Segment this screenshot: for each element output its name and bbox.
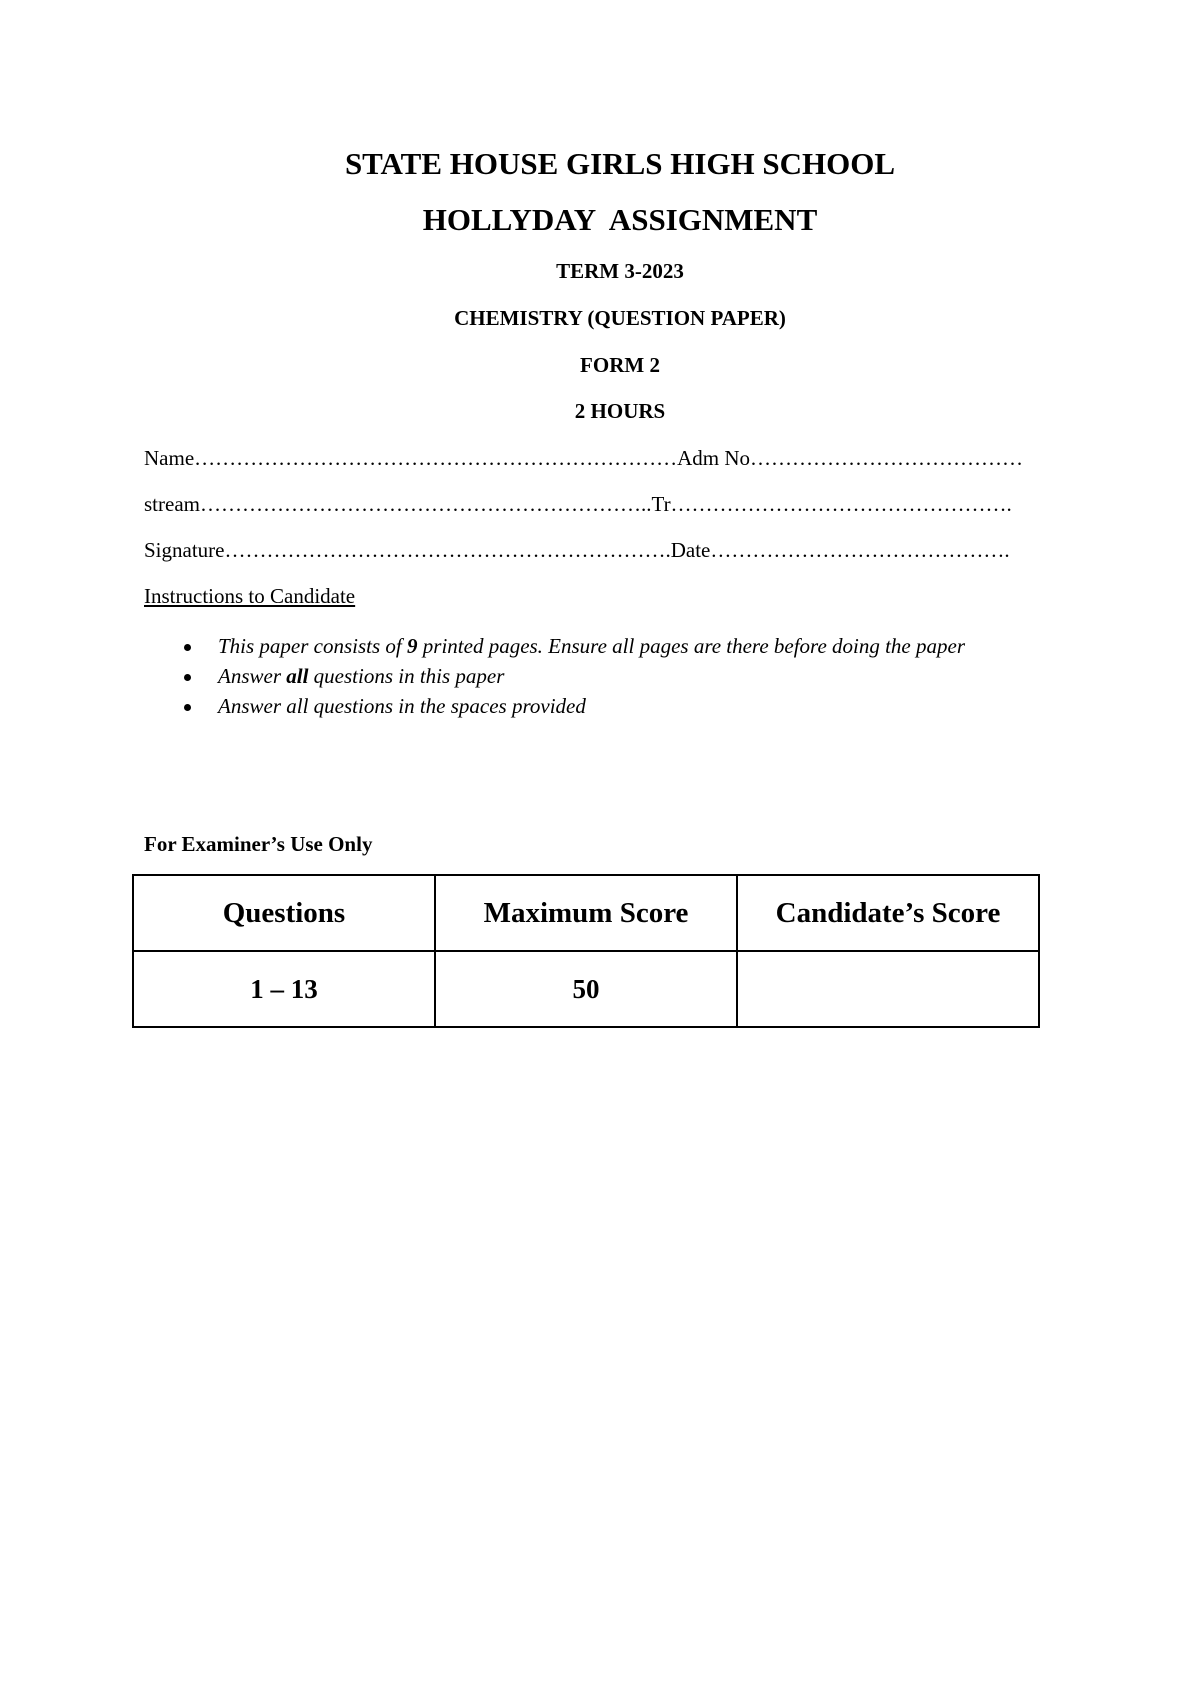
score-table-header-row <box>133 875 1039 951</box>
instruction-text-bold: all <box>286 664 309 688</box>
bullet-icon <box>184 704 191 711</box>
questions-column-header: Questions <box>133 875 435 951</box>
instruction-text-bold: 9 <box>407 634 418 658</box>
bullet-icon <box>184 644 191 651</box>
instruction-text-before: Answer <box>218 664 287 688</box>
examiner-heading: For Examiner’s Use Only <box>144 832 373 856</box>
instructions-list <box>180 631 965 721</box>
instruction-item <box>180 631 965 661</box>
instructions-heading: Instructions to Candidate <box>144 584 356 608</box>
instruction-text-before: This paper consists of <box>218 634 408 658</box>
school-name: STATE HOUSE GIRLS HIGH SCHOOL <box>344 146 896 181</box>
instruction-text-before: Answer all questions in the spaces provided <box>218 694 586 718</box>
subject-label: CHEMISTRY (QUESTION PAPER) <box>454 306 786 330</box>
form-label: FORM 2 <box>580 353 660 377</box>
candidate-score-cell[interactable] <box>737 951 1039 1027</box>
bullet-icon <box>184 674 191 681</box>
score-table <box>132 874 1040 1028</box>
assignment-title: HOLLYDAY ASSIGNMENT <box>422 202 818 237</box>
questions-cell: 1 – 13 <box>133 951 435 1027</box>
maximum-score-column-header: Maximum Score <box>435 875 737 951</box>
candidate-score-column-header: Candidate’s Score <box>737 875 1039 951</box>
maximum-score-cell: 50 <box>435 951 737 1027</box>
duration-label: 2 HOURS <box>574 399 666 423</box>
name-adm-field-line: Name……………………………………………………………Adm No………………………………… <box>144 446 1024 470</box>
term-label: TERM 3-2023 <box>556 259 684 283</box>
signature-date-field-line: Signature……………………………………………………….Date……………………………………. <box>144 538 1010 562</box>
instruction-item <box>180 661 965 691</box>
score-table-row <box>133 951 1039 1027</box>
instruction-item <box>180 691 965 721</box>
instruction-text-after: questions in this paper <box>308 664 505 688</box>
stream-teacher-field-line: stream………………………………………………………..Tr…………………………………………. <box>144 492 1012 516</box>
instruction-text-after: printed pages. Ensure all pages are there before doing the paper <box>417 634 965 658</box>
